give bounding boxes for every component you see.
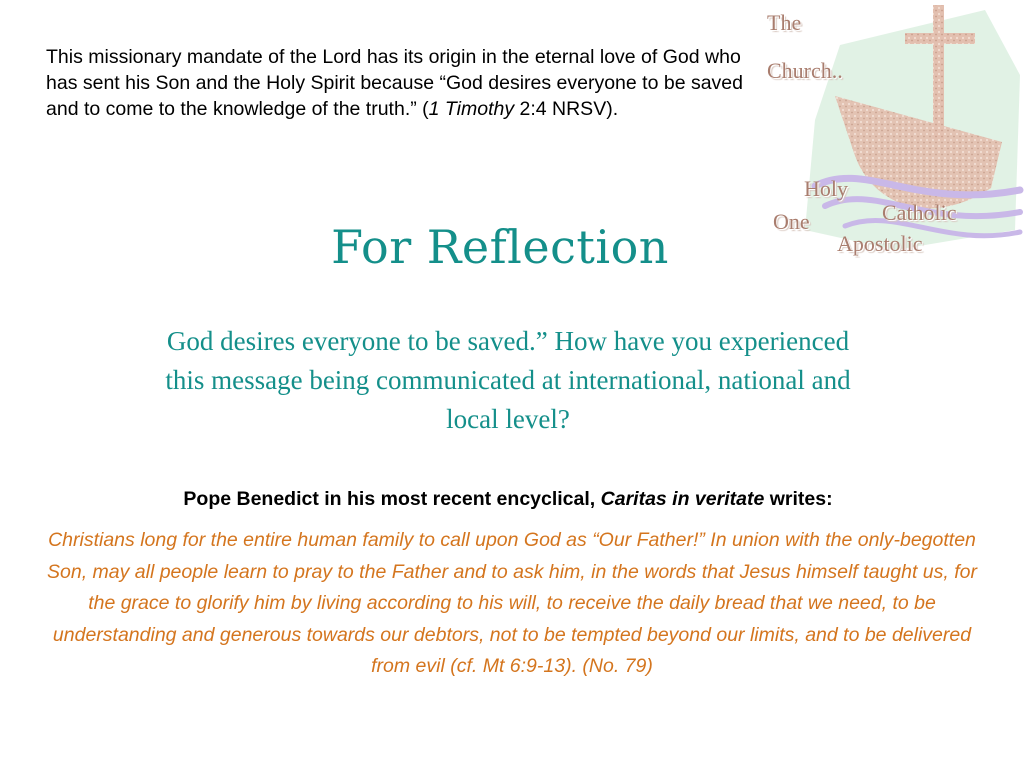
intro-citation-book: 1 Timothy — [428, 98, 515, 120]
encyclical-title: Caritas in veritate — [600, 488, 765, 510]
encyclical-heading-text: Pope Benedict in his most recent encyclical, — [183, 488, 601, 510]
logo-word-apostolic: Apostolic — [837, 231, 923, 256]
encyclical-heading — [0, 488, 1016, 511]
reflection-title: For Reflection — [331, 220, 669, 274]
logo-word-one: One — [773, 209, 810, 234]
encyclical-heading-end: writes: — [764, 488, 833, 510]
logo-word-the: The — [767, 10, 802, 35]
logo-word-holy: Holy — [804, 176, 848, 201]
intro-text: This missionary mandate of the Lord has its origin in the eternal love of God who has sent his Son and the Holy Spirit because “God desires everyone to be saved and to come to the knowledge of the truth.” ( — [46, 46, 743, 120]
logo-word-catholic: Catholic — [882, 200, 957, 225]
intro-citation-rest: 2:4 NRSV). — [514, 98, 619, 120]
intro-paragraph — [46, 44, 746, 122]
encyclical-quote: Christians long for the entire human family to call upon God as “Our Father!” In union with the only-begotten Son, may all people learn to pray to the Father and to ask him, in the words that Jesus himself taught us, for the grace to glorify him by living according to his will, to receive the daily bread that we need, to be understanding and generous towards our debtors, not to be tempted beyond our limits, and to be delivered from evil (cf. Mt 6:9-13). (No. 79) — [47, 529, 977, 677]
logo-word-church: Church.. — [767, 58, 843, 83]
reflection-question: God desires everyone to be saved.” How have you experienced this message being communicated at international, national and local level? — [165, 326, 851, 434]
